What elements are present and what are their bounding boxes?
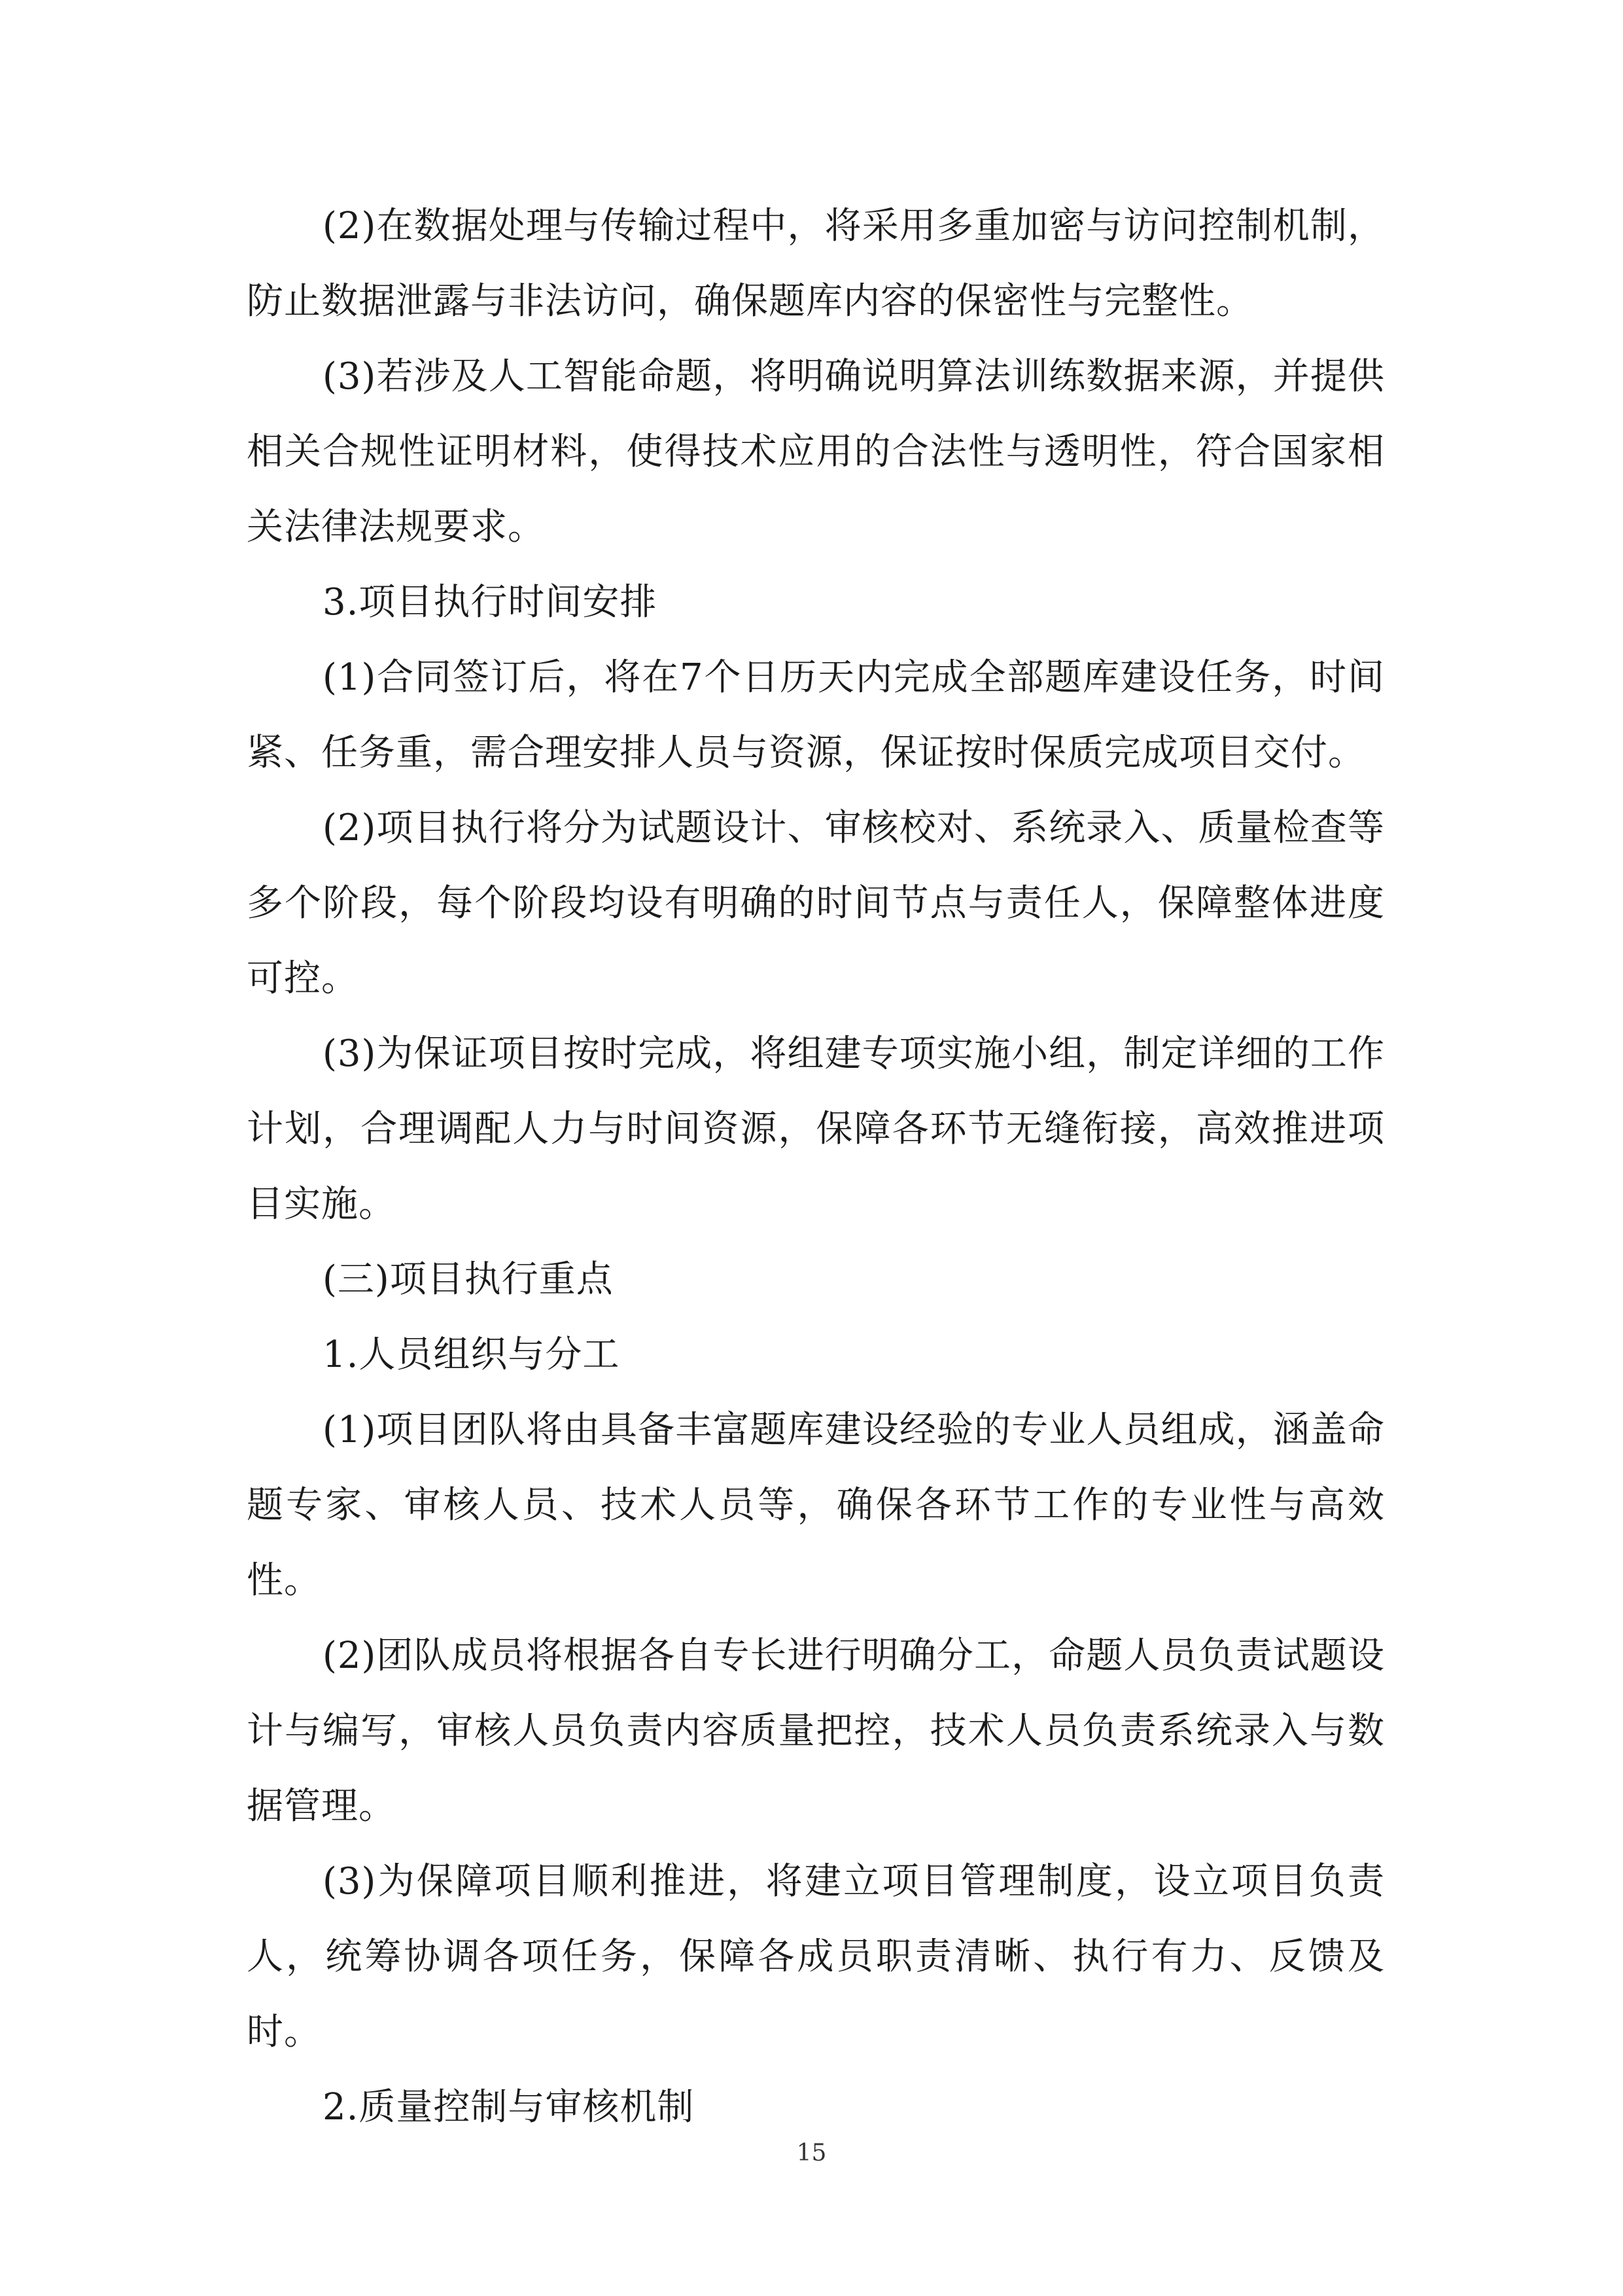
paragraph-team-composition: (1)项目团队将由具备丰富题库建设经验的专业人员组成，涵盖命题专家、审核人员、技术人员等，确保各环节工作的专业性与高效性。: [247, 1409, 1385, 1602]
paragraph-team-management: (3)为保障项目顺利推进，将建立项目管理制度，设立项目负责人，统筹协调各项任务，保障各成员职责清晰、执行有力、反馈及时。: [247, 1860, 1385, 2053]
section-heading-key-points: (三)项目执行重点: [323, 1258, 614, 1301]
paragraph-schedule-deadline: (1)合同签订后，将在7个日历天内完成全部题库建设任务，时间紧、任务重，需合理安排人员与资源，保证按时保质完成项目交付。: [247, 656, 1385, 774]
document-body: [247, 188, 1385, 2145]
section-heading-staffing: 1.人员组织与分工: [323, 1333, 620, 1376]
paragraph-ai-compliance: (3)若涉及人工智能命题，将明确说明算法训练数据来源，并提供相关合规性证明材料，使得技术应用的合法性与透明性，符合国家相关法律法规要求。: [247, 355, 1385, 548]
section-heading-schedule: 3.项目执行时间安排: [323, 581, 657, 624]
section-heading-quality-control: 2.质量控制与审核机制: [323, 2086, 695, 2128]
page-number: 15: [796, 2140, 827, 2166]
paragraph-schedule-phases: (2)项目执行将分为试题设计、审核校对、系统录入、质量检查等多个阶段，每个阶段均设有明确的时间节点与责任人，保障整体进度可控。: [247, 807, 1385, 1000]
paragraph-schedule-team: (3)为保证项目按时完成，将组建专项实施小组，制定详细的工作计划，合理调配人力与时间资源，保障各环节无缝衔接，高效推进项目实施。: [247, 1033, 1385, 1226]
paragraph-data-security: (2)在数据处理与传输过程中，将采用多重加密与访问控制机制，防止数据泄露与非法访问，确保题库内容的保密性与完整性。: [247, 205, 1385, 323]
paragraph-team-division: (2)团队成员将根据各自专长进行明确分工，命题人员负责试题设计与编写，审核人员负责内容质量把控，技术人员负责系统录入与数据管理。: [247, 1634, 1385, 1828]
